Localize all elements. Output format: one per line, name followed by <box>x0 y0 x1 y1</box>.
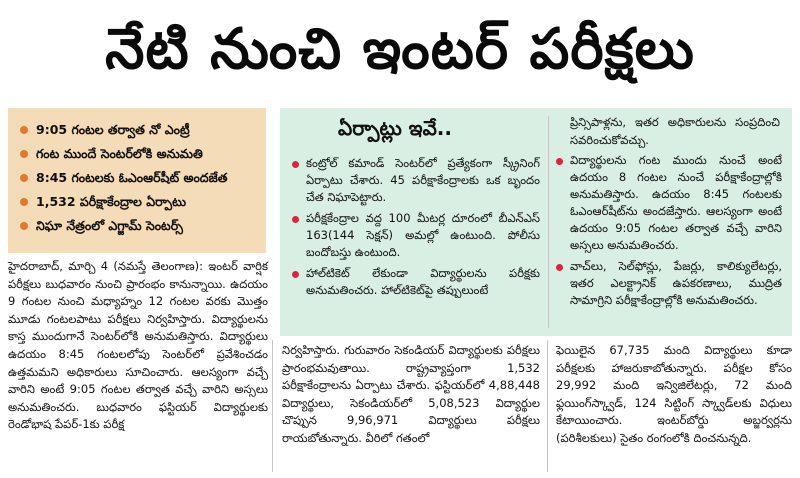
article-column-2: నిర్వహిస్తారు. గురువారం సెకండియర్ విద్యార్థులకు పరీక్షలు ప్రారంభమవుతాయి. రాష్ట్రవ్యాప్తంగా 1,532 పరీక్షాకేంద్రాలను ఏర్పాటు చేశారు. ఫస్టియర్‌లో 4,88,448 విద్యార్థులు, సెకండియర్‌లో 5,08,523 విద్యార్థుల చొప్పున 9,96,971 విద్యార్థులు పరీక్షలు రాయబోతున్నారు. వీరిలో గతంలో <box>282 343 540 445</box>
highlights-box <box>8 108 266 253</box>
article-column-1: హైదరాబాద్, మార్చి 4 (నమస్తే తెలంగాణ): ఇంటర్ వార్షిక పరీక్షలు బుధవారం నుంచి ప్రారంభం కానున్నాయి. ఉదయం 9 గంటల నుంచి మధ్యాహ్నం 12 గంటల వరకు మొత్తం మూడు గంటలపాటు పరీక్షలు నిర్వహిస్తారు. విద్యార్థులను కాస్త ముందుగానే సెంటర్‌లోకి అనుమతిస్తారు. విద్యార్థులు ఉదయం 8:45 గంటలలోపు సెంటర్‌లో ప్రవేశించడం ఉత్తమమని అధికారులు సూచించారు. ఆలస్యంగా వచ్చే వారిని అంటే 9:05 గంటల తర్వాత వచ్చే వారిని అస్సలు అనుమతించరు. బుధవారం ఫస్టియర్ విద్యార్థులకు రెండోభాష పేపర్-1కు పరీక్ష <box>8 259 268 432</box>
bullet-dot-icon <box>292 271 299 278</box>
highlight-item: గంట ముందే సెంటర్‌లోకి అనుమతి <box>20 142 258 166</box>
column-divider <box>548 116 549 328</box>
bullet-dot-icon <box>556 158 563 165</box>
bullet-dot-icon <box>20 222 28 230</box>
highlights-list <box>20 118 258 238</box>
highlight-item: నిఘా నేత్రంలో ఎగ్జామ్ సెంటర్స్ <box>20 214 258 238</box>
bullet-dot-icon <box>292 216 299 223</box>
arrangements-title: ఏర్పాట్లు ఇవే.. <box>338 116 452 140</box>
article-column-3: ఫెయిలైన 67,735 మంది విద్యార్థులు కూడా పరీక్షలకు హాజరుకాబోతున్నారు. పరీక్షల కోసం 29,992 మంది ఇన్విజిలేటర్లు, 72 మంది ఫ్లయింగ్‌స్క్వాడ్, 124 సిట్టింగ్ స్క్వాడ్‌లకు విధులు కేటాయించారు. ఇంటర్‌బోర్డు అబ్జర్వర్లను (పరిశీలకులు) సైతం రంగంలోకి దించనున్నది. <box>556 343 792 445</box>
column-divider <box>272 340 273 472</box>
column-divider <box>547 340 548 472</box>
arrangements-right-list <box>556 152 782 313</box>
bullet-dot-icon <box>292 161 299 168</box>
highlight-item: 9:05 గంటల తర్వాత నో ఎంట్రీ <box>20 118 258 142</box>
arrangement-item: విద్యార్థులను గంట ముందు నుంచే అంటే ఉదయం 8 గంటల నుంచే పరీక్షాకేంద్రాల్లోకి అనుమతిస్తారు. ఉదయం 8:45 గంటలకు ఓఎంఆర్‌షీట్‌ను అందజేస్తారు. ఆలస్యంగా అంటే ఉదయం 9:05 గంటల తర్వాత వచ్చే వారిని అస్సలు అనుమతించరు. <box>556 152 782 254</box>
highlight-item: 1,532 పరీక్షాకేంద్రాల ఏర్పాటు <box>20 190 258 214</box>
bullet-dot-icon <box>20 150 28 158</box>
bullet-dot-icon <box>20 198 28 206</box>
arrangements-right-intro: ప్రిన్సిపాళ్లను, ఇతర అధికారులను సంప్రదించి సవరించుకోవచ్చు. <box>570 115 780 147</box>
bullet-dot-icon <box>20 126 28 134</box>
bullet-dot-icon <box>556 264 563 271</box>
arrangement-item: వాచ్‌లు, సెల్‌ఫోన్లు, పేజర్లు, కాలిక్యులేటర్లు, ఇతర ఎలక్ట్రానిక్ ఉపకరణాలు, ముద్రిత సామాగ్రిని పరీక్షాకేంద్రాల్లోకి అనుమతించరు. <box>556 258 782 309</box>
arrangement-item: కంట్రోల్ కమాండ్ సెంటర్‌లో ప్రత్యేకంగా స్క్రీనింగ్ ఏర్పాటు చేశారు. 45 పరీక్షాకేంద్రాలకు ఒక బృందం చేత నిఘాపెట్టారు. <box>292 155 540 206</box>
arrangements-left-list <box>292 155 540 303</box>
arrangement-item: పరీక్షకేంద్రాల వద్ద 100 మీటర్ల దూరంలో బీఎన్‌ఎస్ 163(144 సెక్షన్) అమల్లో ఉంటుంది. పోలీసు బందోబస్తు ఉంటుంది. <box>292 210 540 261</box>
headline: నేటి నుంచి ఇంటర్ పరీక్షలు <box>105 17 695 82</box>
bullet-dot-icon <box>20 174 28 182</box>
highlight-item: 8:45 గంటలకు ఓఎంఆర్‌షీట్ అందజేత <box>20 166 258 190</box>
arrangement-item: హాల్‌టికెట్ లేకుండా విద్యార్థులను పరీక్షకు అనుమతించరు. హాల్‌టికెట్‌పై తప్పులుంటే <box>292 265 540 299</box>
